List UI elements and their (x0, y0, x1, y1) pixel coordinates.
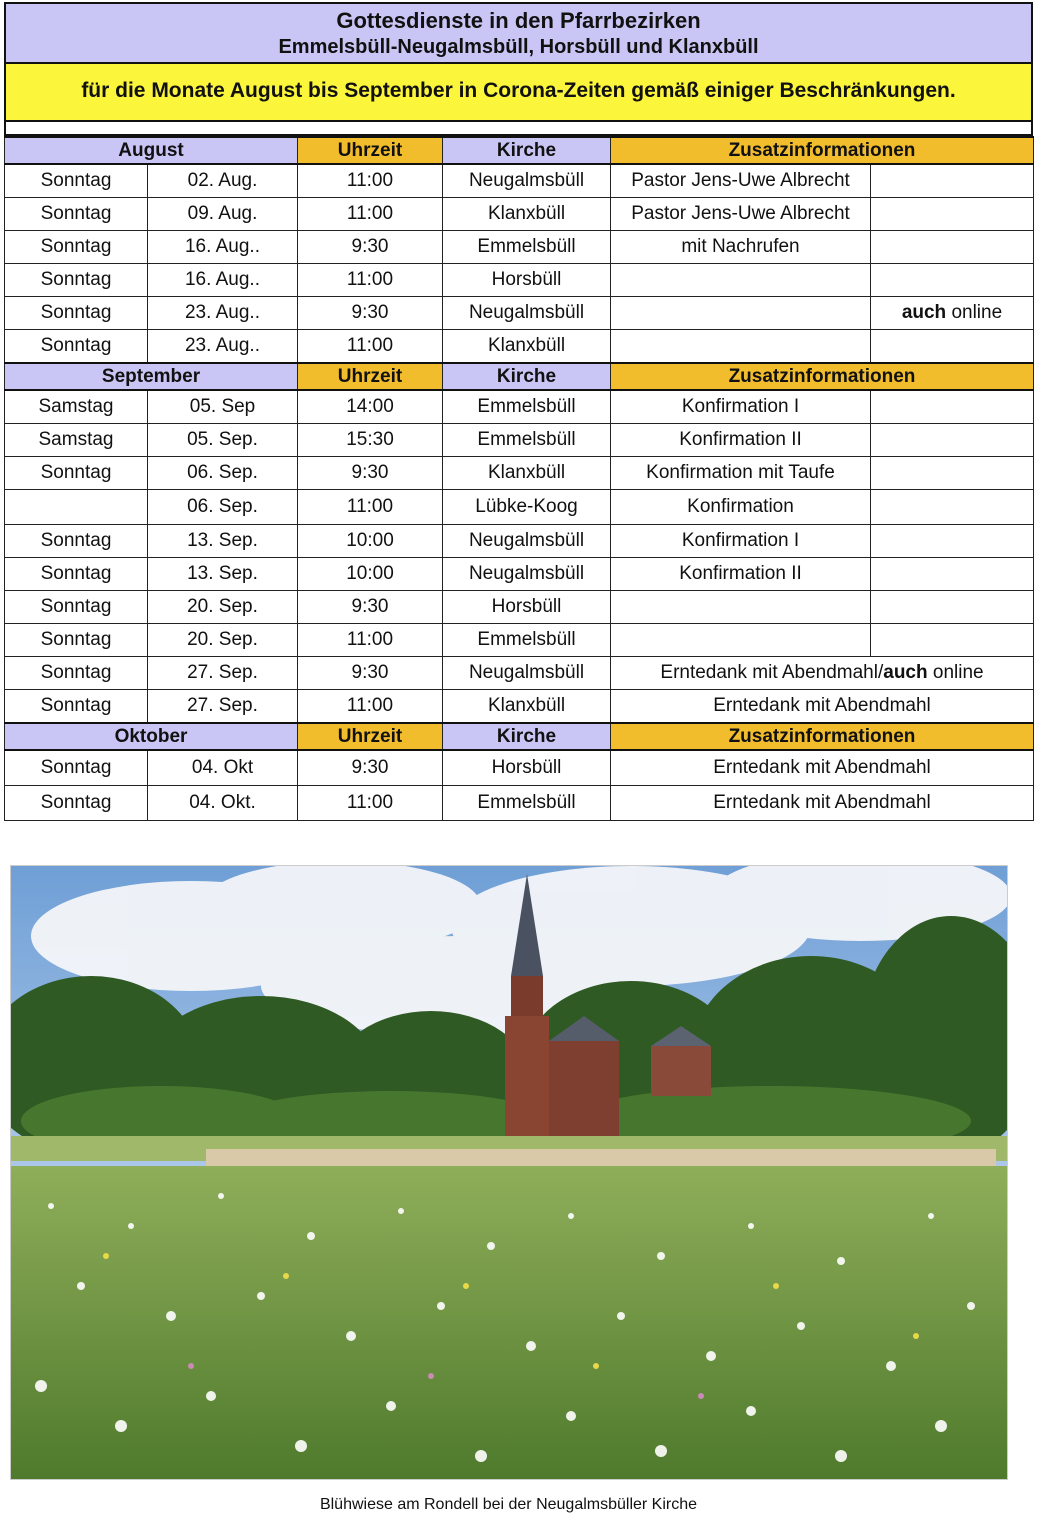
time-cell: 9:30 (298, 297, 443, 330)
period-banner: für die Monate August bis September in Corona-Zeiten gemäß einiger Beschränkungen. (4, 64, 1033, 122)
table-row (5, 424, 1034, 457)
day-cell: Sonntag (5, 591, 148, 624)
info-cell: Konfirmation I (611, 525, 871, 558)
info-column-header: Zusatzinformationen (611, 723, 1034, 750)
church-column-header: Kirche (443, 137, 611, 164)
date-cell: 20. Sep. (148, 624, 298, 657)
month-header: Oktober (5, 723, 298, 750)
time-cell: 11:00 (298, 198, 443, 231)
church-cell: Horsbüll (443, 750, 611, 786)
table-row (5, 624, 1034, 657)
extra-cell (871, 490, 1034, 525)
photo-caption: Blühwiese am Rondell bei der Neugalmsbüller Kirche (319, 1496, 698, 1513)
info-cell (611, 264, 871, 297)
table-row (5, 457, 1034, 490)
time-cell: 9:30 (298, 657, 443, 690)
day-cell: Sonntag (5, 690, 148, 724)
month-header: September (5, 363, 298, 390)
extra-cell (871, 198, 1034, 231)
date-cell: 20. Sep. (148, 591, 298, 624)
schedule-table (4, 136, 1034, 821)
extra-cell (871, 164, 1034, 198)
info-cell (611, 624, 871, 657)
church-cell: Klanxbüll (443, 690, 611, 724)
church-cell: Emmelsbüll (443, 786, 611, 821)
extra-cell (871, 297, 1034, 330)
church-cell: Klanxbüll (443, 457, 611, 490)
time-cell: 15:30 (298, 424, 443, 457)
date-cell: 13. Sep. (148, 525, 298, 558)
time-cell: 9:30 (298, 591, 443, 624)
table-row (5, 786, 1034, 821)
church-column-header: Kirche (443, 363, 611, 390)
date-cell: 02. Aug. (148, 164, 298, 198)
date-cell: 05. Sep (148, 390, 298, 424)
extra-cell (871, 330, 1034, 364)
church-cell: Horsbüll (443, 591, 611, 624)
date-cell: 23. Aug.. (148, 297, 298, 330)
september-header-row (5, 363, 1034, 390)
date-cell: 04. Okt (148, 750, 298, 786)
time-cell: 11:00 (298, 624, 443, 657)
table-row (5, 558, 1034, 591)
church-cell: Emmelsbüll (443, 390, 611, 424)
table-row (5, 264, 1034, 297)
day-cell: Sonntag (5, 164, 148, 198)
info-cell: Konfirmation (611, 490, 871, 525)
table-row (5, 591, 1034, 624)
day-cell: Sonntag (5, 786, 148, 821)
church-cell: Neugalmsbüll (443, 558, 611, 591)
time-cell: 11:00 (298, 690, 443, 724)
church-cell: Klanxbüll (443, 198, 611, 231)
table-row (5, 231, 1034, 264)
month-header: August (5, 137, 298, 164)
info-cell (611, 297, 871, 330)
time-cell: 10:00 (298, 558, 443, 591)
info-cell: Pastor Jens-Uwe Albrecht (611, 198, 871, 231)
table-row (5, 750, 1034, 786)
church-cell: Lübke-Koog (443, 490, 611, 525)
time-cell: 9:30 (298, 231, 443, 264)
church-cell: Neugalmsbüll (443, 297, 611, 330)
table-row (5, 198, 1034, 231)
day-cell: Samstag (5, 390, 148, 424)
date-cell: 27. Sep. (148, 690, 298, 724)
time-cell: 11:00 (298, 264, 443, 297)
day-cell: Sonntag (5, 657, 148, 690)
info-text-tail: online (927, 662, 984, 683)
church-cell: Neugalmsbüll (443, 525, 611, 558)
info-cell: Konfirmation I (611, 390, 871, 424)
info-cell (611, 591, 871, 624)
info-bold: auch (883, 662, 928, 683)
info-text: Erntedank mit Abendmahl (713, 695, 931, 716)
church-meadow-photo (10, 865, 1008, 1480)
info-cell: mit Nachrufen (611, 231, 871, 264)
title-box (4, 2, 1033, 64)
time-cell: 9:30 (298, 457, 443, 490)
table-row (5, 490, 1034, 525)
time-column-header: Uhrzeit (298, 723, 443, 750)
time-cell: 14:00 (298, 390, 443, 424)
page-subtitle-parishes: Emmelsbüll-Neugalmsbüll, Horsbüll und Klanxbüll (278, 36, 759, 58)
extra-cell (871, 591, 1034, 624)
church-cell: Horsbüll (443, 264, 611, 297)
time-cell: 11:00 (298, 490, 443, 525)
time-cell: 11:00 (298, 164, 443, 198)
church-cell: Neugalmsbüll (443, 657, 611, 690)
info-text: Erntedank mit Abendmahl/ (660, 662, 884, 683)
info-cell: Erntedank mit Abendmahl (611, 786, 1034, 821)
day-cell: Sonntag (5, 750, 148, 786)
info-column-header: Zusatzinformationen (611, 137, 1034, 164)
day-cell: Sonntag (5, 457, 148, 490)
church-cell: Emmelsbüll (443, 624, 611, 657)
time-cell: 11:00 (298, 330, 443, 364)
date-cell: 27. Sep. (148, 657, 298, 690)
day-cell: Sonntag (5, 264, 148, 297)
date-cell: 23. Aug.. (148, 330, 298, 364)
extra-cell (871, 424, 1034, 457)
date-cell: 04. Okt. (148, 786, 298, 821)
day-cell: Sonntag (5, 624, 148, 657)
day-cell: Sonntag (5, 297, 148, 330)
table-row (5, 330, 1034, 364)
time-cell: 11:00 (298, 786, 443, 821)
table-row (5, 690, 1034, 724)
page-title: Gottesdienste in den Pfarrbezirken (336, 8, 701, 33)
extra-cell (871, 390, 1034, 424)
day-cell: Sonntag (5, 558, 148, 591)
info-cell: Pastor Jens-Uwe Albrecht (611, 164, 871, 198)
day-cell (5, 490, 148, 525)
october-header-row (5, 723, 1034, 750)
church-cell: Klanxbüll (443, 330, 611, 364)
august-header-row (5, 137, 1034, 164)
extra-cell (871, 264, 1034, 297)
day-cell: Sonntag (5, 231, 148, 264)
info-column-header: Zusatzinformationen (611, 363, 1034, 390)
table-row (5, 525, 1034, 558)
time-cell: 9:30 (298, 750, 443, 786)
date-cell: 06. Sep. (148, 490, 298, 525)
date-cell: 13. Sep. (148, 558, 298, 591)
info-cell: Konfirmation II (611, 424, 871, 457)
day-cell: Sonntag (5, 330, 148, 364)
date-cell: 06. Sep. (148, 457, 298, 490)
info-cell (611, 657, 1034, 690)
day-cell: Sonntag (5, 198, 148, 231)
day-cell: Sonntag (5, 525, 148, 558)
info-cell (611, 330, 871, 364)
date-cell: 16. Aug.. (148, 231, 298, 264)
table-row (5, 297, 1034, 330)
date-cell: 09. Aug. (148, 198, 298, 231)
day-cell: Samstag (5, 424, 148, 457)
schedule-sheet (4, 2, 1033, 821)
extra-bold: auch (901, 302, 947, 323)
church-cell: Emmelsbüll (443, 231, 611, 264)
info-cell: Erntedank mit Abendmahl (611, 750, 1034, 786)
info-cell (611, 690, 1034, 724)
table-row (5, 164, 1034, 198)
date-cell: 05. Sep. (148, 424, 298, 457)
table-row (5, 390, 1034, 424)
extra-cell (871, 624, 1034, 657)
church-cell: Neugalmsbüll (443, 164, 611, 198)
time-column-header: Uhrzeit (298, 137, 443, 164)
church-cell: Emmelsbüll (443, 424, 611, 457)
extra-cell (871, 558, 1034, 591)
extra-cell (871, 457, 1034, 490)
extra-text: online (946, 302, 1003, 323)
church-column-header: Kirche (443, 723, 611, 750)
extra-cell (871, 525, 1034, 558)
info-cell: Konfirmation mit Taufe (611, 457, 871, 490)
table-row (5, 657, 1034, 690)
date-cell: 16. Aug.. (148, 264, 298, 297)
time-cell: 10:00 (298, 525, 443, 558)
time-column-header: Uhrzeit (298, 363, 443, 390)
info-cell: Konfirmation II (611, 558, 871, 591)
extra-cell (871, 231, 1034, 264)
spacer-row (4, 122, 1033, 136)
